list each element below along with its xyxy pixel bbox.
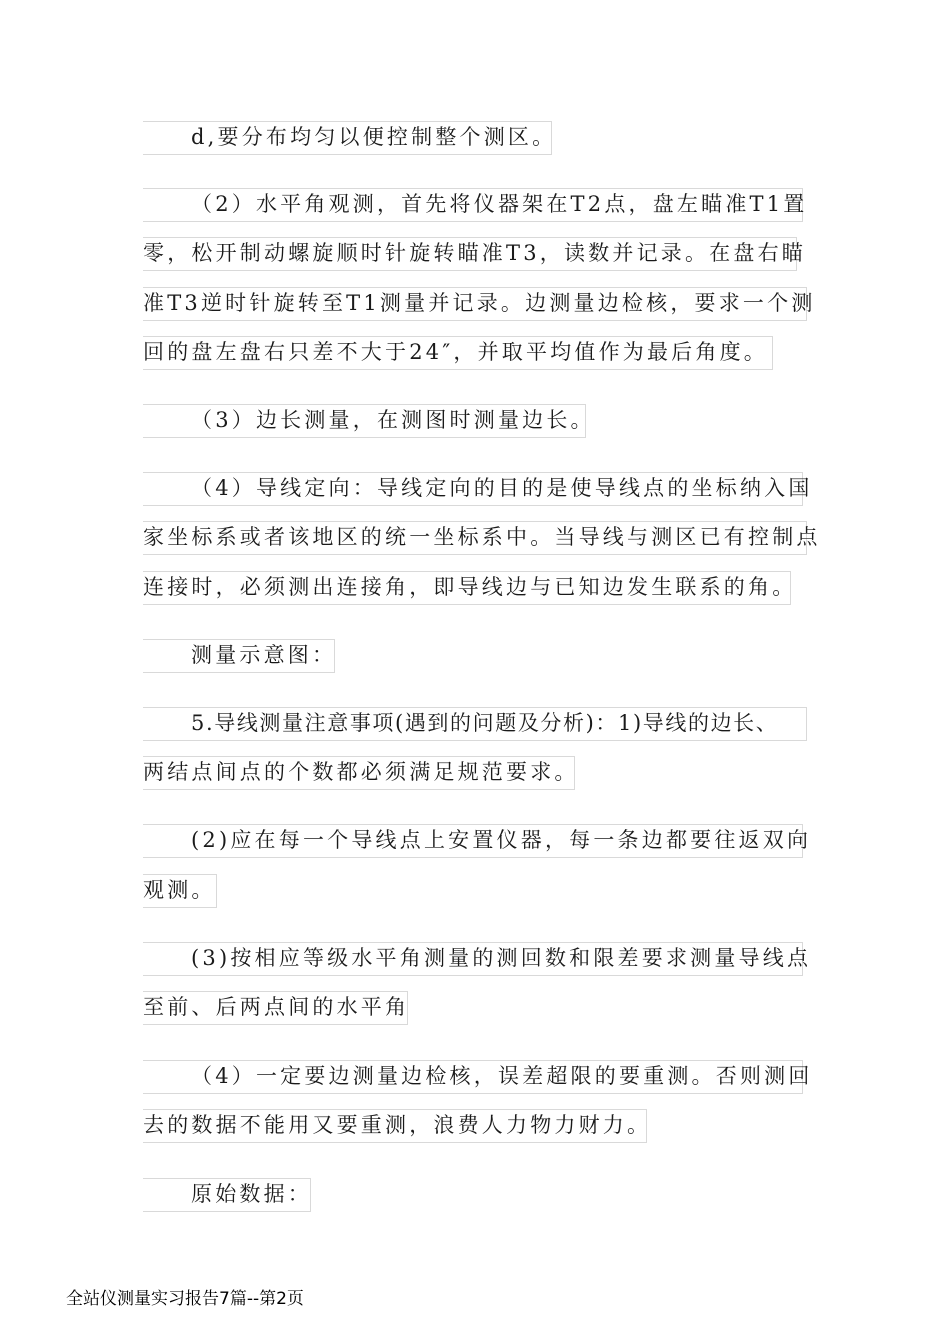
- text-line: [143, 521, 821, 555]
- text-line: [143, 404, 595, 438]
- text-line: [143, 121, 557, 155]
- text-line: [143, 188, 808, 222]
- text-line: [143, 1109, 652, 1143]
- line-text: （4）一定要边测量边检核，误差超限的要重测。否则测回: [191, 1064, 813, 1088]
- line-text: d,要分布均匀以便控制整个测区。: [191, 125, 557, 149]
- text-line: [143, 237, 806, 271]
- text-line: [143, 336, 773, 370]
- line-text: 连接时，必须测出连接角，即导线边与已知边发生联系的角。: [143, 575, 797, 599]
- text-line: [143, 991, 408, 1025]
- text-line: [143, 639, 335, 673]
- line-text: 回的盘左盘右只差不大于24″，并取平均值作为最后角度。: [143, 340, 768, 364]
- line-text: (2)应在每一个导线点上安置仪器，每一条边都要往返双向: [191, 828, 812, 852]
- text-line: [143, 874, 217, 908]
- line-text: 准T3逆时针旋转至T1测量并记录。边测量边检核，要求一个测: [143, 291, 816, 315]
- line-text: 去的数据不能用又要重测，浪费人力物力财力。: [143, 1113, 652, 1137]
- line-text: 家坐标系或者该地区的统一坐标系中。当导线与测区已有控制点: [143, 525, 821, 549]
- text-line: [143, 1060, 813, 1094]
- line-text: （4）导线定向：导线定向的目的是使导线点的坐标纳入国: [191, 476, 813, 500]
- text-line: [143, 571, 797, 605]
- text-line: [143, 1178, 311, 1212]
- line-text: (3)按相应等级水平角测量的测回数和限差要求测量导线点: [191, 946, 812, 970]
- line-text: 观测。: [143, 878, 216, 902]
- text-line: [143, 942, 812, 976]
- text-line: [143, 756, 579, 790]
- line-text: 至前、后两点间的水平角: [143, 995, 410, 1019]
- line-text: 原始数据：: [191, 1182, 312, 1206]
- page-footer: 全站仪测量实习报告7篇--第2页: [66, 1289, 304, 1309]
- line-text: （2）水平角观测，首先将仪器架在T2点，盘左瞄准T1置: [191, 192, 808, 216]
- text-line: [143, 824, 812, 858]
- text-line: [143, 287, 816, 321]
- line-text: （3）边长测量，在测图时测量边长。: [191, 408, 595, 432]
- text-line: [143, 707, 807, 741]
- line-text: 测量示意图：: [191, 643, 337, 667]
- line-text: 5.导线测量注意事项(遇到的问题及分析)：1)导线的边长、: [191, 711, 779, 735]
- line-text: 零，松开制动螺旋顺时针旋转瞄准T3，读数并记录。在盘右瞄: [143, 241, 806, 265]
- line-text: 两结点间点的个数都必须满足规范要求。: [143, 760, 579, 784]
- text-line: [143, 472, 813, 506]
